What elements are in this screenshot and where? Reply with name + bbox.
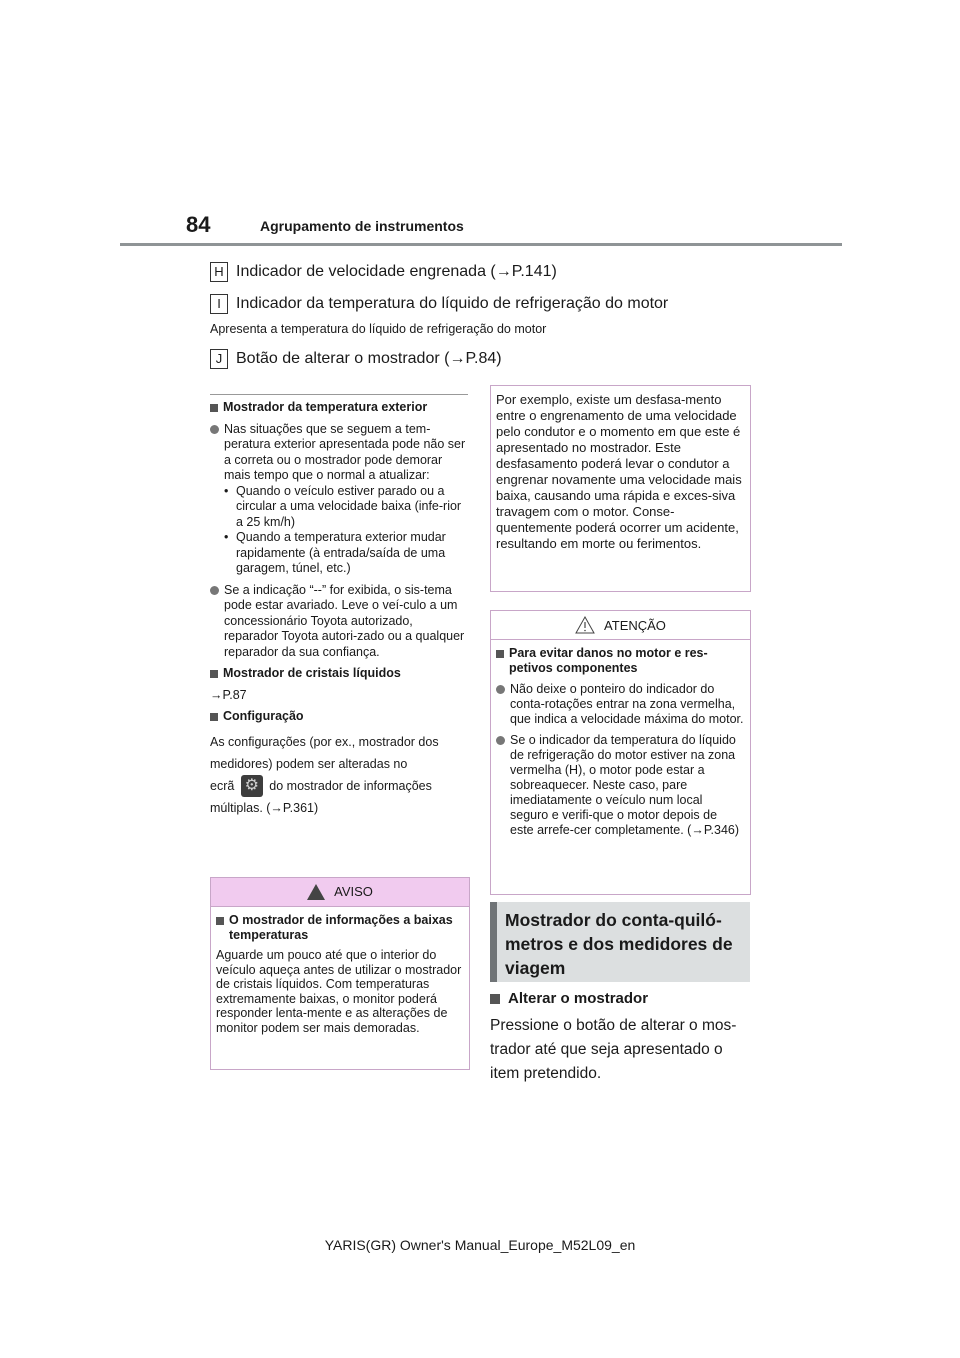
atencao-box <box>490 610 751 895</box>
item-letter: I <box>210 294 228 314</box>
square-bullet-icon <box>496 650 504 658</box>
round-bullet-icon <box>496 736 505 745</box>
item-i-description: Apresenta a temperatura do líquido de refrigeração do motor <box>210 322 547 336</box>
square-bullet-icon <box>210 670 218 678</box>
item-letter: J <box>210 349 228 369</box>
item-text: Indicador de velocidade engrenada (→P.141) <box>236 263 557 280</box>
bullet-item: Se a indicação “--” for exibida, o sis-tema pode estar avariado. Leve o veí-culo a um concessionário Toyota autorizado, reparador Toyota autori-zado ou a qualquer reparador da sua confiança. <box>210 583 468 661</box>
item-j <box>210 349 502 369</box>
round-bullet-icon <box>210 586 219 595</box>
aviso-title: O mostrador de informações a baixas temperaturas <box>216 913 463 942</box>
left-column <box>210 394 468 825</box>
square-bullet-icon <box>210 713 218 721</box>
page-number: 84 <box>186 212 211 237</box>
section-heading: Mostrador de cristais líquidos <box>210 666 468 682</box>
footer: YARIS(GR) Owner's Manual_Europe_M52L09_en <box>324 1237 636 1253</box>
item-text: Botão de alterar o mostrador (→P.84) <box>236 350 502 367</box>
gear-icon: ⚙ <box>241 775 263 797</box>
bullet-item: Se o indicador da temperatura do líquido de refrigeração do motor estiver na zona vermelha (H), o motor pode estar a sobreaquecer. Neste caso, pare imediatamente o veículo num local seguro e verifi-que o motor depois de este arrefe-cer completamente. (→P.346) <box>496 733 744 838</box>
page-title: Agrupamento de instrumentos <box>260 218 464 234</box>
warning-continuation-box: Por exemplo, existe um desfasa-mento entre o engrenamento de uma velocidade pelo condutor e o momento em que este é apresentado no mostrador. Este desfasamento poderá levar o condutor a engrenar novamente uma velocidade mais baixa, causando uma rápida e exces-siva travagem com o motor. Conse-quentemente poderá ocorrer um acidente, resultando em morte ou ferimentos. <box>490 385 751 592</box>
section-title: Mostrador do conta-quiló-metros e dos medidores de viagem <box>490 902 750 982</box>
atencao-header: ATENÇÃO <box>491 611 750 640</box>
header-rule <box>120 243 842 246</box>
section-heading: Mostrador da temperatura exterior <box>210 400 468 416</box>
config-text: As configurações (por ex., mostrador dos medidores) podem ser alteradas no ecrã ⚙ do mostrador de informações múltiplas. (→P.361) <box>210 734 439 816</box>
item-letter: H <box>210 262 228 282</box>
item-i <box>210 294 668 314</box>
subsection-text: Pressione o botão de alterar o mos-trador até que seja apresentado o item pretendido. <box>490 1017 737 1082</box>
section-heading: Configuração <box>210 709 468 725</box>
caution-icon <box>575 616 595 634</box>
warning-icon <box>307 884 325 900</box>
item-h <box>210 262 557 282</box>
square-bullet-icon <box>210 404 218 412</box>
bullet-item: Nas situações que se seguem a tem-peratura exterior apresentada pode não ser a correta ou o mostrador pode demorar mais tempo que o normal a atualizar: • Quando o veículo estiver parado ou a circular a uma velocidade baixa (infe-rior a 25 km/h) • Quando a temperatura exterior mudar rapidamente (à entrada/saída de uma garagem, túnel, etc.) <box>210 422 468 577</box>
section-rule <box>210 394 468 395</box>
square-bullet-icon <box>490 994 500 1004</box>
subsection-heading: Alterar o mostrador <box>490 990 648 1007</box>
aviso-text: Aguarde um pouco até que o interior do veículo aqueça antes de utilizar o mostrador de cristais líquidos. Com temperaturas extremamente baixas, o monitor poderá responder lenta-mente e as alterações de monitor podem ser mais demoradas. <box>216 948 462 1035</box>
square-bullet-icon <box>216 917 224 925</box>
round-bullet-icon <box>210 425 219 434</box>
page-reference: →P.87 <box>210 687 247 702</box>
sub-item: • Quando o veículo estiver parado ou a circular a uma velocidade baixa (infe-rior a 25 km/h) <box>224 483 462 529</box>
sub-item: • Quando a temperatura exterior mudar rapidamente (à entrada/saída de uma garagem, túnel, etc.) <box>224 530 446 575</box>
aviso-box <box>210 877 470 1070</box>
bullet-item: Não deixe o ponteiro do indicador do conta-rotações entrar na zona vermelha, que indica a velocidade máxima do motor. <box>496 682 744 727</box>
round-bullet-icon <box>496 685 505 694</box>
aviso-header: AVISO <box>211 878 469 907</box>
item-text: Indicador da temperatura do líquido de refrigeração do motor <box>236 295 669 312</box>
atencao-title: Para evitar danos no motor e res-petivos componentes <box>496 646 744 676</box>
